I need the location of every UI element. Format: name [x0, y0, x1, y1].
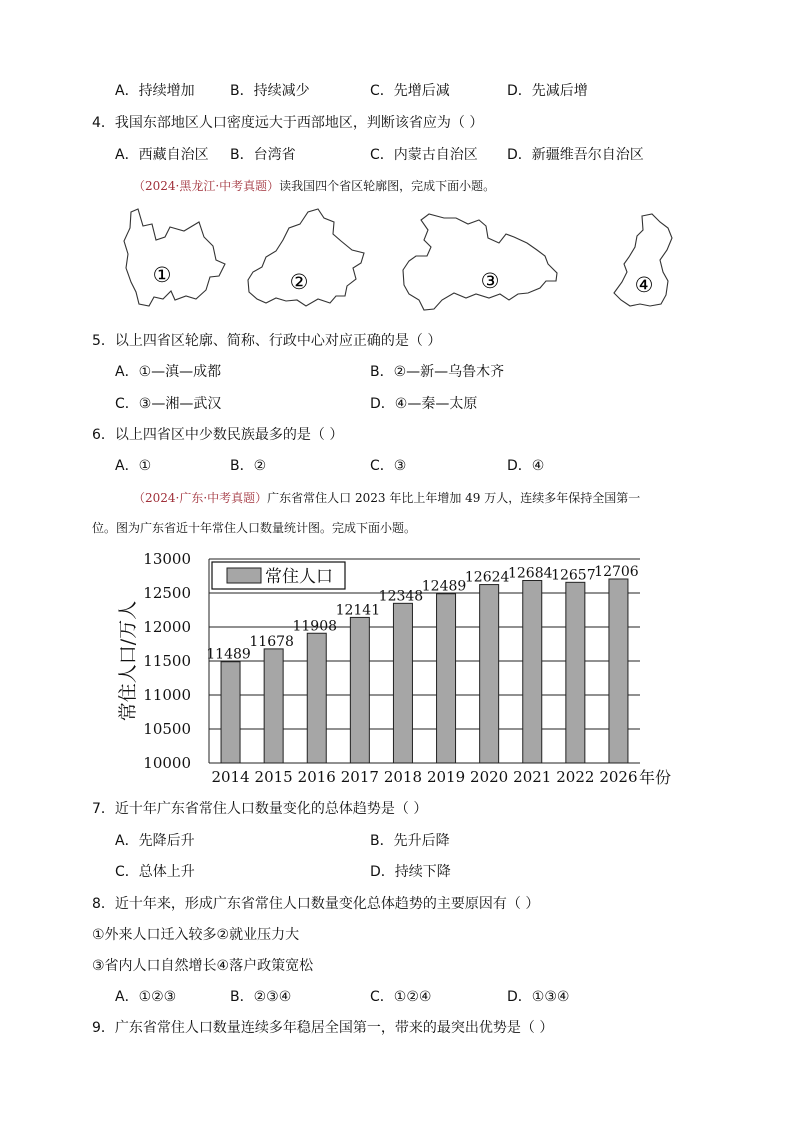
- q9-stem: 9．广东省常住人口数量连续多年稳居全国第一，带来的最突出优势是（ ）: [92, 1020, 554, 1036]
- data-label: 12706: [594, 563, 639, 580]
- x-tick-label: 2016: [297, 768, 336, 786]
- data-label: 12348: [378, 588, 424, 605]
- q4-option-c: C．内蒙古自治区: [370, 147, 478, 163]
- data-label: 12657: [551, 567, 596, 584]
- x-tick-label: 2021: [513, 768, 552, 786]
- x-tick-label: 2017: [340, 768, 379, 786]
- legend-swatch: [227, 568, 261, 583]
- province-label-1: ①: [152, 263, 172, 287]
- bar: [609, 579, 628, 763]
- bar: [307, 633, 326, 763]
- q6-stem: 6．以上四省区中少数民族最多的是（ ）: [92, 427, 344, 443]
- q7-stem: 7．近十年广东省常住人口数量变化的总体趋势是（ ）: [92, 801, 428, 817]
- bar: [393, 603, 412, 763]
- bar: [523, 580, 542, 763]
- y-tick-label: 10000: [143, 754, 191, 772]
- x-tick-label: 2014: [211, 768, 250, 786]
- y-tick-label: 10500: [143, 720, 191, 738]
- x-tick-label: 2015: [254, 768, 293, 786]
- q8-choices-line1: ①外来人口迁入较多②就业压力大: [92, 927, 300, 943]
- data-label: 11908: [292, 618, 338, 635]
- data-label: 11678: [249, 633, 294, 650]
- y-tick-label: 11500: [143, 652, 191, 670]
- bar: [264, 649, 283, 763]
- x-tick-label: 2022: [556, 768, 595, 786]
- data-label: 12684: [507, 565, 553, 582]
- q8-choices-line2: ③省内人口自然增长④落户政策宽松: [92, 958, 314, 974]
- data-label: 12624: [464, 569, 510, 586]
- q6-option-d: D．④: [507, 458, 545, 474]
- data-label: 12489: [421, 578, 467, 595]
- q3-option-a: A．持续增加: [115, 83, 195, 99]
- province-label-2: ②: [289, 270, 309, 294]
- x-tick-label: 2026: [599, 768, 638, 786]
- q3-option-b: B．持续减少: [230, 83, 310, 99]
- y-tick-label: 11000: [143, 686, 191, 704]
- q4-option-d: D．新疆维吾尔自治区: [507, 147, 644, 163]
- y-axis-label: 常住人口/万人: [117, 600, 139, 722]
- q3-option-d: D．先减后增: [507, 83, 588, 99]
- q6-option-a: A．①: [115, 458, 152, 474]
- q8-stem: 8．近十年来，形成广东省常住人口数量变化总体趋势的主要原因有（ ）: [92, 896, 540, 912]
- data-label: 11489: [206, 646, 251, 663]
- q4-option-b: B．台湾省: [230, 147, 296, 163]
- y-tick-label: 13000: [143, 550, 191, 568]
- x-axis-label: 年份: [638, 768, 672, 787]
- bar: [437, 594, 456, 763]
- q4-stem: 4．我国东部地区人口密度远大于西部地区，判断该省应为（ ）: [92, 115, 484, 131]
- x-tick-label: 2020: [470, 768, 509, 786]
- q5-option-a: A．①—滇—成都: [115, 364, 222, 380]
- q5-option-d: D．④—秦—太原: [370, 396, 478, 412]
- q6-option-c: C．③: [370, 458, 407, 474]
- bar: [480, 585, 499, 763]
- x-tick-label: 2019: [426, 768, 466, 786]
- q8-option-d: D．①③④: [507, 989, 570, 1005]
- q7-option-b: B．先升后降: [370, 833, 450, 849]
- q4-option-a: A．西藏自治区: [115, 147, 209, 163]
- q7-option-d: D．持续下降: [370, 864, 451, 880]
- x-tick-label: 2018: [383, 768, 423, 786]
- legend-label: 常住人口: [265, 567, 333, 587]
- y-tick-label: 12000: [143, 618, 191, 636]
- q5-option-b: B．②—新—乌鲁木齐: [370, 364, 505, 380]
- q8-option-a: A．①②③: [115, 989, 177, 1005]
- group1-source-tag: （2024·黑龙江·中考真题）: [133, 179, 280, 193]
- q3-option-c: C．先增后减: [370, 83, 450, 99]
- q6-option-b: B．②: [230, 458, 267, 474]
- q8-option-c: C．①②④: [370, 989, 432, 1005]
- province-label-4: ④: [634, 273, 654, 297]
- group2-intro-line1: 广东省常住人口 2023 年比上年增加 49 万人，连续多年保持全国第一: [267, 491, 641, 505]
- bar: [221, 662, 240, 763]
- q7-option-c: C．总体上升: [115, 864, 195, 880]
- province-label-3: ③: [480, 269, 500, 293]
- group2-intro-line2: 位。图为广东省近十年常住人口数量统计图。完成下面小题。: [92, 521, 417, 535]
- y-tick-label: 12500: [143, 584, 191, 602]
- q8-option-b: B．②③④: [230, 989, 292, 1005]
- q5-stem: 5．以上四省区轮廓、简称、行政中心对应正确的是（ ）: [92, 333, 442, 349]
- bar: [566, 582, 585, 763]
- data-label: 12141: [335, 602, 381, 619]
- q5-option-c: C．③—湘—武汉: [115, 396, 222, 412]
- group1-intro: 读我国四个省区轮廓图，完成下面小题。: [279, 179, 496, 193]
- group2-source-tag: （2024·广东·中考真题）: [133, 491, 268, 505]
- q7-option-a: A．先降后升: [115, 833, 195, 849]
- bar: [350, 617, 369, 763]
